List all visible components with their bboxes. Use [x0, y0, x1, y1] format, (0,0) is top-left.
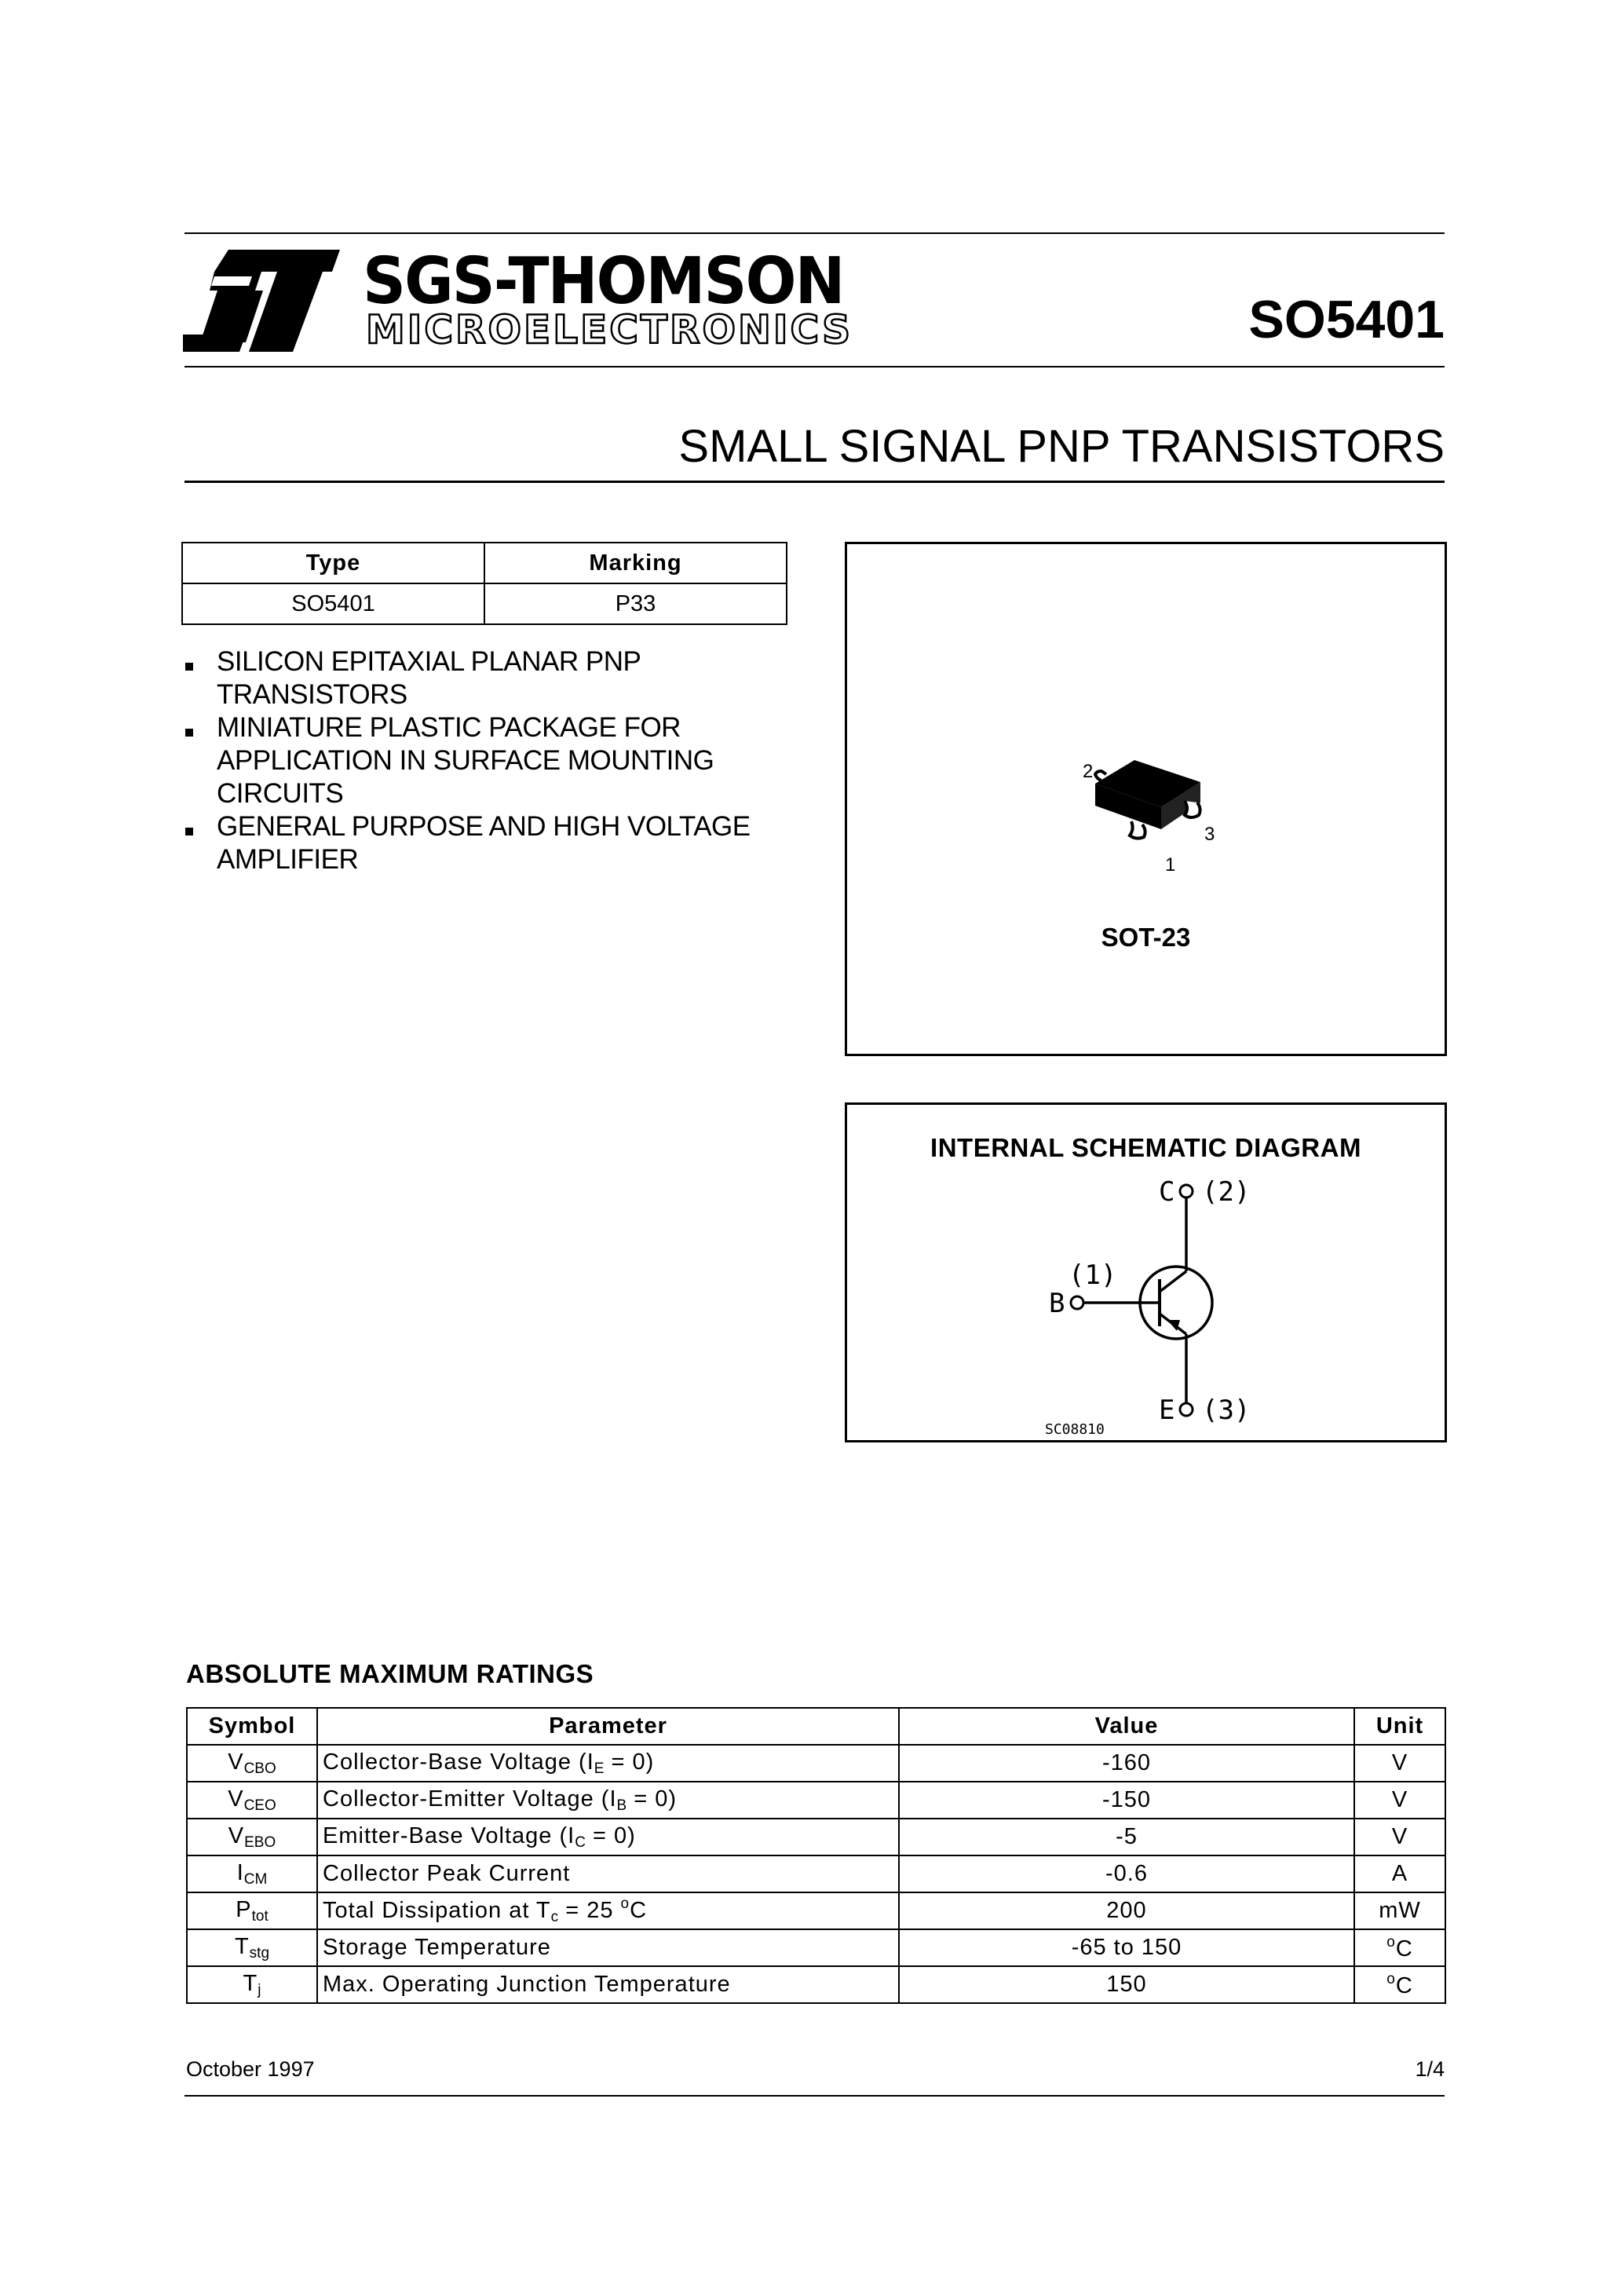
- table-row: [187, 1929, 1445, 1966]
- table-row: [182, 583, 787, 624]
- parameter-cell: Collector-Emitter Voltage $(I_B = 0)$: [317, 1782, 899, 1819]
- value-cell: 150: [899, 1966, 1354, 2003]
- value-cell: -150: [899, 1782, 1354, 1819]
- pin-label-1: 1: [1165, 854, 1176, 876]
- company-division: MICROELECTRONICS: [366, 307, 853, 353]
- subtitle-rule: [184, 481, 1445, 483]
- value-cell: -160: [899, 1745, 1354, 1782]
- footer-date: October 1997: [186, 2057, 315, 2081]
- value-cell: -0.6: [899, 1855, 1354, 1892]
- marking-value: P33: [484, 583, 787, 624]
- symbol-cell: $V_{CBO}$: [187, 1745, 317, 1782]
- ratings-title: ABSOLUTE MAXIMUM RATINGS: [186, 1659, 594, 1688]
- parameter-cell: Total Dissipation at $T_c = 25$ $^o$C: [317, 1892, 899, 1929]
- base-pin-label: (1): [1069, 1260, 1117, 1291]
- table-row: [187, 1855, 1445, 1892]
- unit-cell: V: [1354, 1819, 1445, 1855]
- table-header-row: [187, 1708, 1445, 1745]
- pin-label-2: 2: [1083, 761, 1094, 782]
- feature-list: [181, 645, 793, 876]
- unit-header: Unit: [1354, 1708, 1445, 1745]
- st-logo-icon: [183, 250, 340, 352]
- unit-cell: V: [1354, 1745, 1445, 1782]
- package-name: SOT-23: [1101, 923, 1191, 952]
- table-row: [187, 1745, 1445, 1782]
- table-row: [187, 1966, 1445, 2003]
- parameter-cell: Max. Operating Junction Temperature: [317, 1966, 899, 2003]
- pnp-transistor-symbol-icon: [847, 1105, 1449, 1445]
- ratings-table: [186, 1707, 1446, 2004]
- unit-cell: $^o$C: [1354, 1929, 1445, 1966]
- emitter-pin-label: (3): [1202, 1395, 1251, 1426]
- parameter-cell: Collector Peak Current: [317, 1855, 899, 1892]
- marking-header: Marking: [484, 543, 787, 583]
- unit-cell: $^o$C: [1354, 1966, 1445, 2003]
- unit-cell: A: [1354, 1855, 1445, 1892]
- parameter-header: Parameter: [317, 1708, 899, 1745]
- feature-item: GENERAL PURPOSE AND HIGH VOLTAGE AMPLIFIER: [181, 810, 793, 876]
- schematic-title: INTERNAL SCHEMATIC DIAGRAM: [930, 1133, 1361, 1162]
- symbol-cell: $I_{CM}$: [187, 1855, 317, 1892]
- feature-item: MINIATURE PLASTIC PACKAGE FOR APPLICATION IN SURFACE MOUNTING CIRCUITS: [181, 711, 793, 810]
- parameter-cell: Emitter-Base Voltage $(I_C = 0)$: [317, 1819, 899, 1855]
- symbol-header: Symbol: [187, 1708, 317, 1745]
- value-cell: -5: [899, 1819, 1354, 1855]
- symbol-cell: $P_{tot}$: [187, 1892, 317, 1929]
- part-number: SO5401: [1248, 290, 1445, 349]
- header-rule-top: [184, 232, 1445, 234]
- parameter-cell: Storage Temperature: [317, 1929, 899, 1966]
- unit-cell: mW: [1354, 1892, 1445, 1929]
- schematic-code: SC08810: [1045, 1421, 1105, 1438]
- symbol-cell: $T_j$: [187, 1966, 317, 2003]
- table-row: [187, 1782, 1445, 1819]
- sot23-package-icon: [1083, 752, 1224, 854]
- base-label: B: [1049, 1288, 1065, 1319]
- feature-item: SILICON EPITAXIAL PLANAR PNP TRANSISTORS: [181, 645, 793, 711]
- symbol-cell: $T_{stg}$: [187, 1929, 317, 1966]
- emitter-label: E: [1159, 1395, 1175, 1426]
- document-subtitle: SMALL SIGNAL PNP TRANSISTORS: [678, 421, 1445, 472]
- package-box: [845, 542, 1447, 1056]
- collector-label: C: [1159, 1176, 1175, 1208]
- value-cell: 200: [899, 1892, 1354, 1929]
- type-header: Type: [182, 543, 484, 583]
- table-header-row: [182, 543, 787, 583]
- parameter-cell: Collector-Base Voltage $(I_E = 0)$: [317, 1745, 899, 1782]
- value-cell: -65 to 150: [899, 1929, 1354, 1966]
- symbol-cell: $V_{CEO}$: [187, 1782, 317, 1819]
- symbol-cell: $V_{EBO}$: [187, 1819, 317, 1855]
- header-rule-bottom: [184, 366, 1445, 367]
- table-row: [187, 1819, 1445, 1855]
- unit-cell: V: [1354, 1782, 1445, 1819]
- type-marking-table: [181, 542, 787, 625]
- page-number: 1/4: [1415, 2057, 1445, 2081]
- collector-pin-label: (2): [1202, 1176, 1251, 1208]
- pin-label-3: 3: [1204, 824, 1215, 845]
- table-row: [187, 1892, 1445, 1929]
- footer-rule: [184, 2095, 1445, 2097]
- schematic-box: [845, 1102, 1447, 1442]
- value-header: Value: [899, 1708, 1354, 1745]
- company-name: SGS-THOMSON: [363, 244, 844, 319]
- type-value: SO5401: [182, 583, 484, 624]
